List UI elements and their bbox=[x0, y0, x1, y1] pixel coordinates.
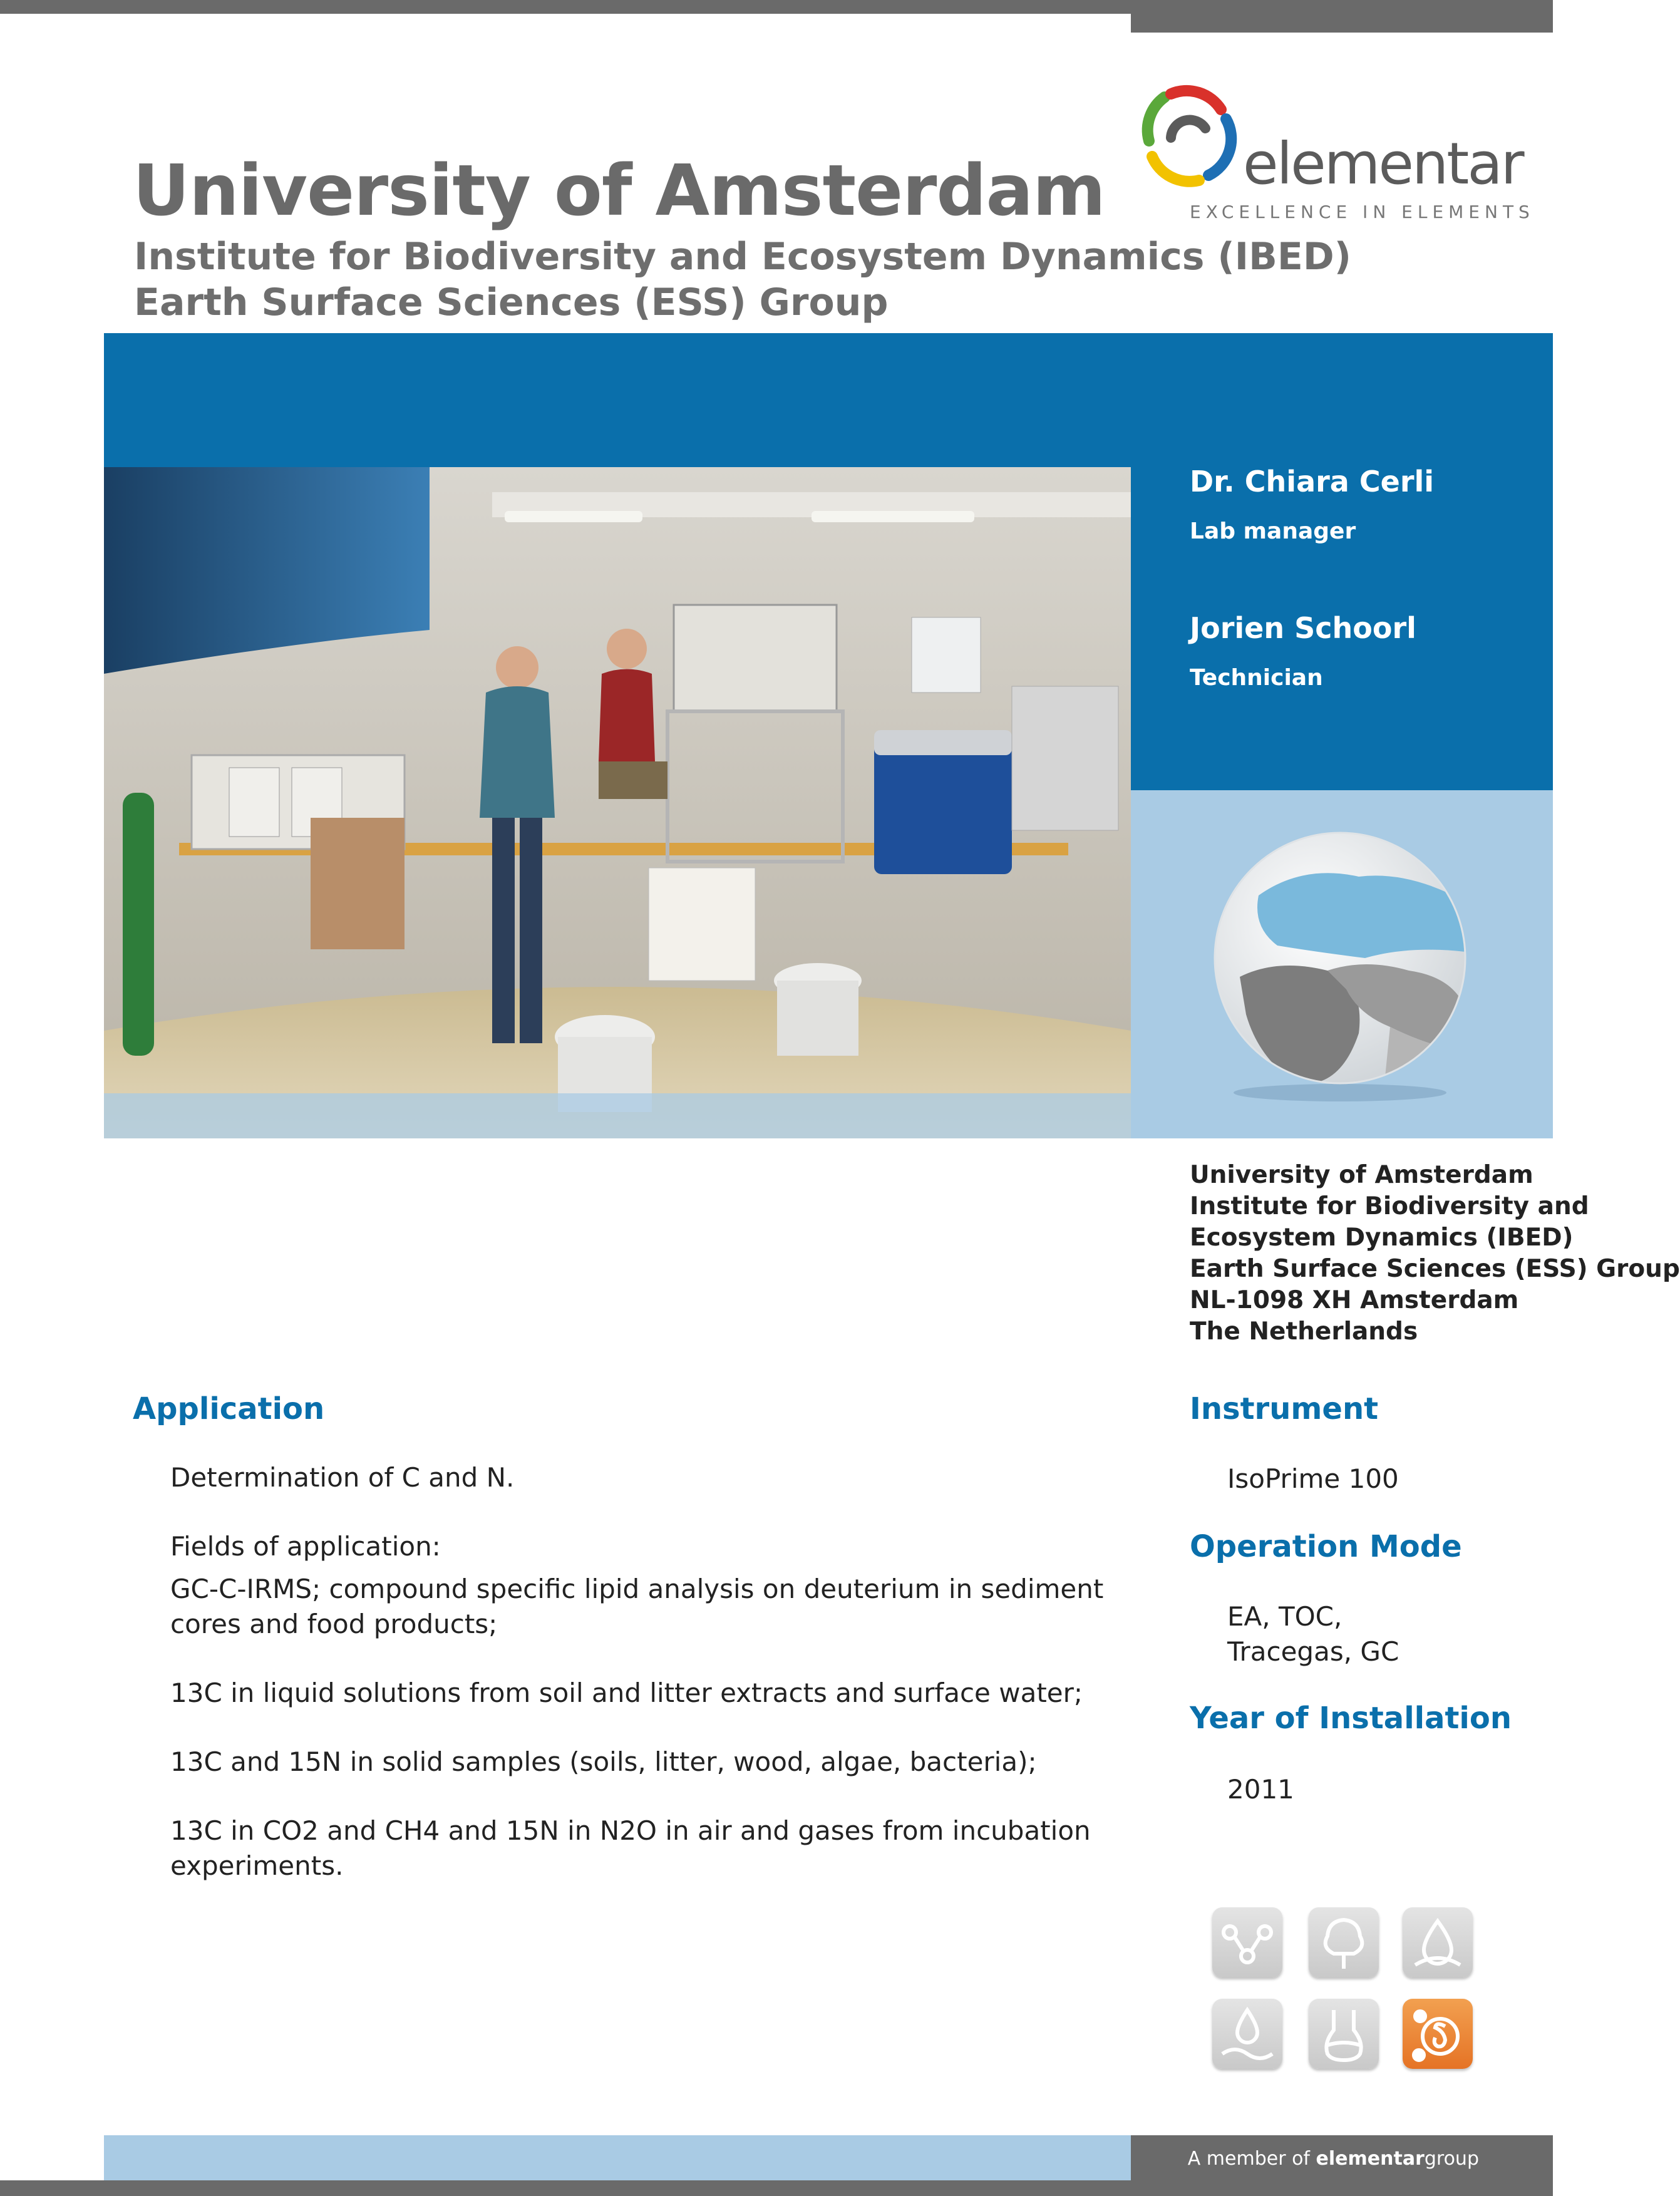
water-drop-icon bbox=[1212, 1999, 1282, 2069]
top-bar bbox=[0, 0, 1553, 14]
address-line: Ecosystem Dynamics (IBED) bbox=[1190, 1224, 1574, 1252]
address-line: Earth Surface Sciences (ESS) Group bbox=[1190, 1255, 1680, 1283]
globe-icon bbox=[1202, 827, 1478, 1102]
address-block bbox=[1190, 1160, 1680, 1348]
page-title: University of Amsterdam bbox=[133, 150, 1105, 232]
elementar-logo bbox=[1127, 81, 1535, 225]
blue-band bbox=[104, 333, 1553, 467]
footer-brand-rest: group bbox=[1424, 2148, 1479, 2170]
logo-wordmark: elementar bbox=[1243, 130, 1523, 197]
application-item: 13C in CO2 and CH4 and 15N in N2O in air and gases from incubation experiments. bbox=[170, 1815, 1091, 1881]
contact-name-2: Jorien Schoorl bbox=[1190, 611, 1416, 645]
address-line: University of Amsterdam bbox=[1190, 1161, 1533, 1189]
contact-name-1: Dr. Chiara Cerli bbox=[1190, 465, 1435, 498]
instrument-heading: Instrument bbox=[1190, 1391, 1379, 1426]
footer-member-text bbox=[1131, 2148, 1479, 2170]
address-line: Institute for Biodiversity and bbox=[1190, 1192, 1589, 1220]
year-heading: Year of Installation bbox=[1190, 1701, 1512, 1736]
operation-mode-value bbox=[1227, 1599, 1399, 1669]
application-body bbox=[170, 1460, 1110, 1884]
address-line: NL-1098 XH Amsterdam bbox=[1190, 1286, 1519, 1314]
bottom-bar bbox=[0, 2180, 1553, 2196]
subtitle-group: Earth Surface Sciences (ESS) Group bbox=[134, 281, 889, 324]
application-heading: Application bbox=[133, 1391, 325, 1426]
application-item: GC-C-IRMS; compound specific lipid analysis on deuterium in sediment cores and food products; bbox=[170, 1574, 1104, 1639]
contact-role-1: Lab manager bbox=[1190, 518, 1356, 544]
footer-brand-bold: elementar bbox=[1316, 2148, 1425, 2170]
drop-leaf-icon bbox=[1403, 1907, 1473, 1977]
operation-mode-line: EA, TOC, bbox=[1227, 1601, 1342, 1632]
molecule-icon bbox=[1212, 1907, 1282, 1977]
operation-mode-heading: Operation Mode bbox=[1190, 1529, 1462, 1564]
lab-photo bbox=[104, 467, 1131, 1138]
application-item: 13C and 15N in solid samples (soils, litter, wood, algae, bacteria); bbox=[170, 1746, 1037, 1777]
tree-icon bbox=[1309, 1907, 1379, 1977]
footer-light-bar bbox=[104, 2135, 1131, 2180]
contact-role-2: Technician bbox=[1190, 665, 1323, 691]
lab-scene-image bbox=[104, 467, 1131, 1138]
beaker-icon bbox=[1309, 1999, 1379, 2069]
operation-mode-line: Tracegas, GC bbox=[1227, 1636, 1399, 1667]
logo-mark-icon bbox=[1127, 81, 1252, 194]
logo-tagline: EXCELLENCE IN ELEMENTS bbox=[1190, 202, 1535, 222]
address-line: The Netherlands bbox=[1190, 1317, 1418, 1346]
application-intro: Determination of C and N. bbox=[170, 1462, 515, 1493]
photo-overlay bbox=[104, 1093, 1131, 1138]
application-item: 13C in liquid solutions from soil and litter extracts and surface water; bbox=[170, 1678, 1083, 1708]
year-value: 2011 bbox=[1227, 1774, 1294, 1805]
fields-label: Fields of application: bbox=[170, 1531, 441, 1562]
delta-isotope-icon bbox=[1403, 1999, 1473, 2069]
footer-prefix: A member of bbox=[1187, 2148, 1316, 2170]
instrument-value: IsoPrime 100 bbox=[1227, 1463, 1399, 1494]
subtitle-institute: Institute for Biodiversity and Ecosystem Dynamics (IBED) bbox=[134, 235, 1352, 279]
top-tab bbox=[1131, 14, 1553, 33]
